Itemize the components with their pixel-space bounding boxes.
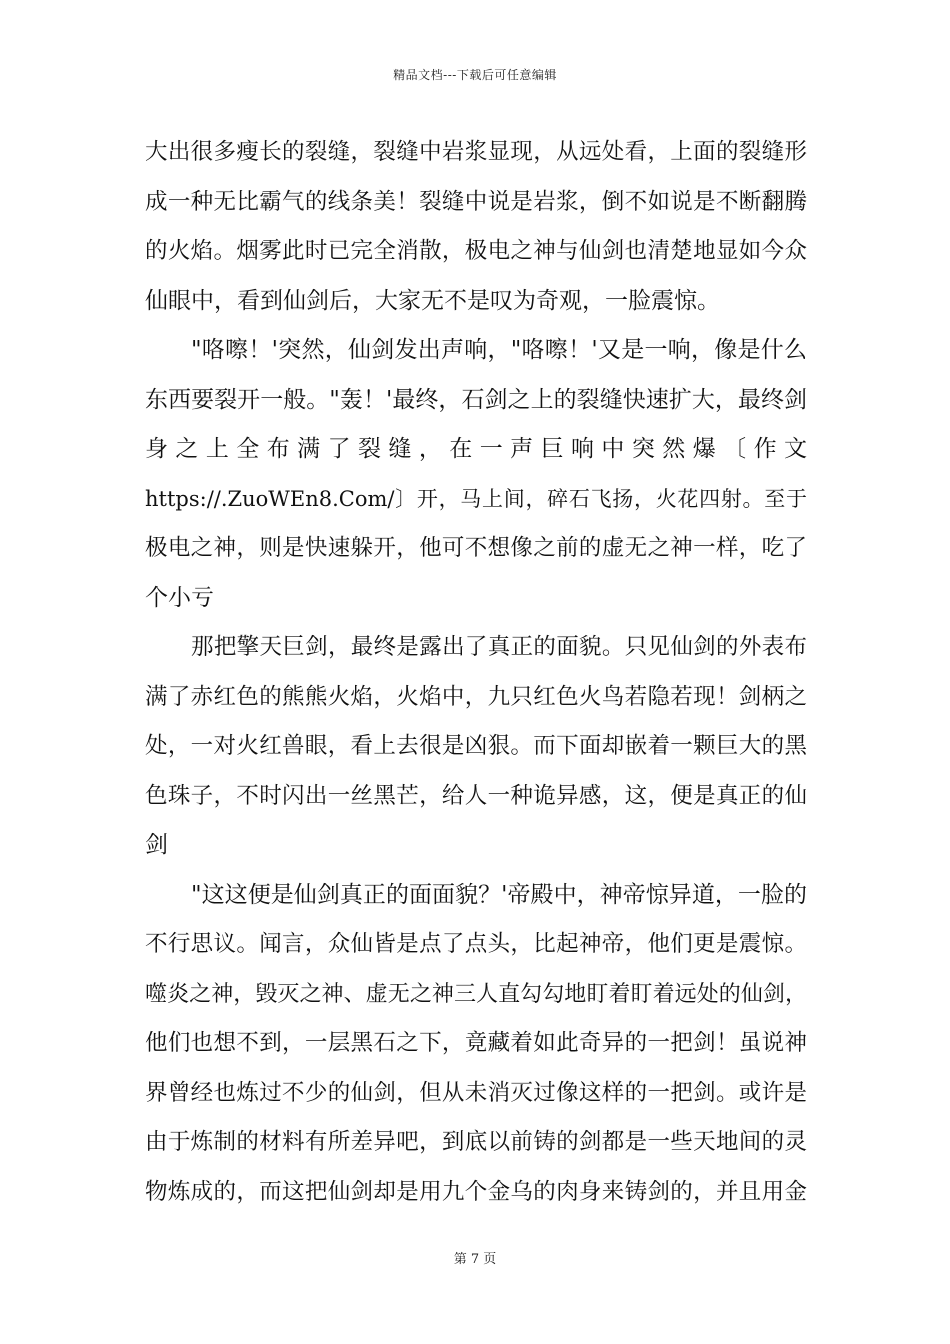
text-line: 成一种无比霸气的线条美！裂缝中说是岩浆，倒不如说是不断翻腾 (145, 188, 807, 215)
text-line: 由于炼制的材料有所差异吧，到底以前铸的剑都是一些天地间的灵 (145, 1129, 807, 1155)
text-line: 东西要裂开一般。"轰！'最终，石剑之上的裂缝快速扩大，最终剑 (145, 386, 807, 413)
text-line: "这这便是仙剑真正的面面貌？'帝殿中，神帝惊异道，一脸的 (191, 881, 807, 908)
text-line: 色珠子，不时闪出一丝黑芒，给人一种诡异感，这，便是真正的仙 (145, 782, 807, 809)
text-line: 极电之神，则是快速躲开，他可不想像之前的虚无之神一样，吃了 (145, 535, 807, 561)
text-line: 处，一对火红兽眼，看上去很是凶狠。而下面却嵌着一颗巨大的黑 (145, 733, 807, 759)
text-line: https://.ZuoWEn8.Com/〕开，马上间，碎石飞扬，火花四射。至于 (145, 486, 807, 511)
text-line: "咯嚓！'突然，仙剑发出声响，"咯嚓！'又是一响，像是什么 (191, 337, 807, 363)
body-text (145, 128, 807, 1217)
text-line: 物炼成的，而这把仙剑却是用九个金乌的肉身来铸剑的，并且用金 (145, 1178, 807, 1205)
text-line: 仙眼中，看到仙剑后，大家无不是叹为奇观，一脸震惊。 (145, 287, 720, 314)
text-line: 剑 (145, 832, 168, 858)
text-line: 满了赤红色的熊熊火焰，火焰中，九只红色火鸟若隐若现！剑柄之 (145, 683, 807, 710)
text-line: 不行思议。闻言，众仙皆是点了点头，比起神帝，他们更是震惊。 (145, 931, 807, 957)
text-line: 身之上全布满了裂缝，在一声巨响中突然爆〔作文 (145, 436, 807, 462)
text-line: 大出很多瘦长的裂缝，裂缝中岩浆显现，从远处看，上面的裂缝形 (145, 139, 807, 165)
text-line: 个小亏 (145, 584, 214, 611)
text-line: 界曾经也炼过不少的仙剑，但从未消灭过像这样的一把剑。或许是 (145, 1079, 807, 1106)
text-line: 的火焰。烟雾此时已完全消散，极电之神与仙剑也清楚地显如今众 (145, 238, 807, 264)
page-number: 第 7 页 (453, 1252, 497, 1267)
text-line: 噬炎之神，毁灭之神、虚无之神三人直勾勾地盯着盯着远处的仙剑， (145, 981, 807, 1007)
text-line: 那把擎天巨剑，最终是露出了真正的面貌。只见仙剑的外表布 (191, 634, 807, 660)
page-header: 精品文档---下载后可任意编辑 (393, 68, 557, 82)
text-line: 他们也想不到，一层黑石之下，竟藏着如此奇异的一把剑！虽说神 (145, 1030, 807, 1056)
